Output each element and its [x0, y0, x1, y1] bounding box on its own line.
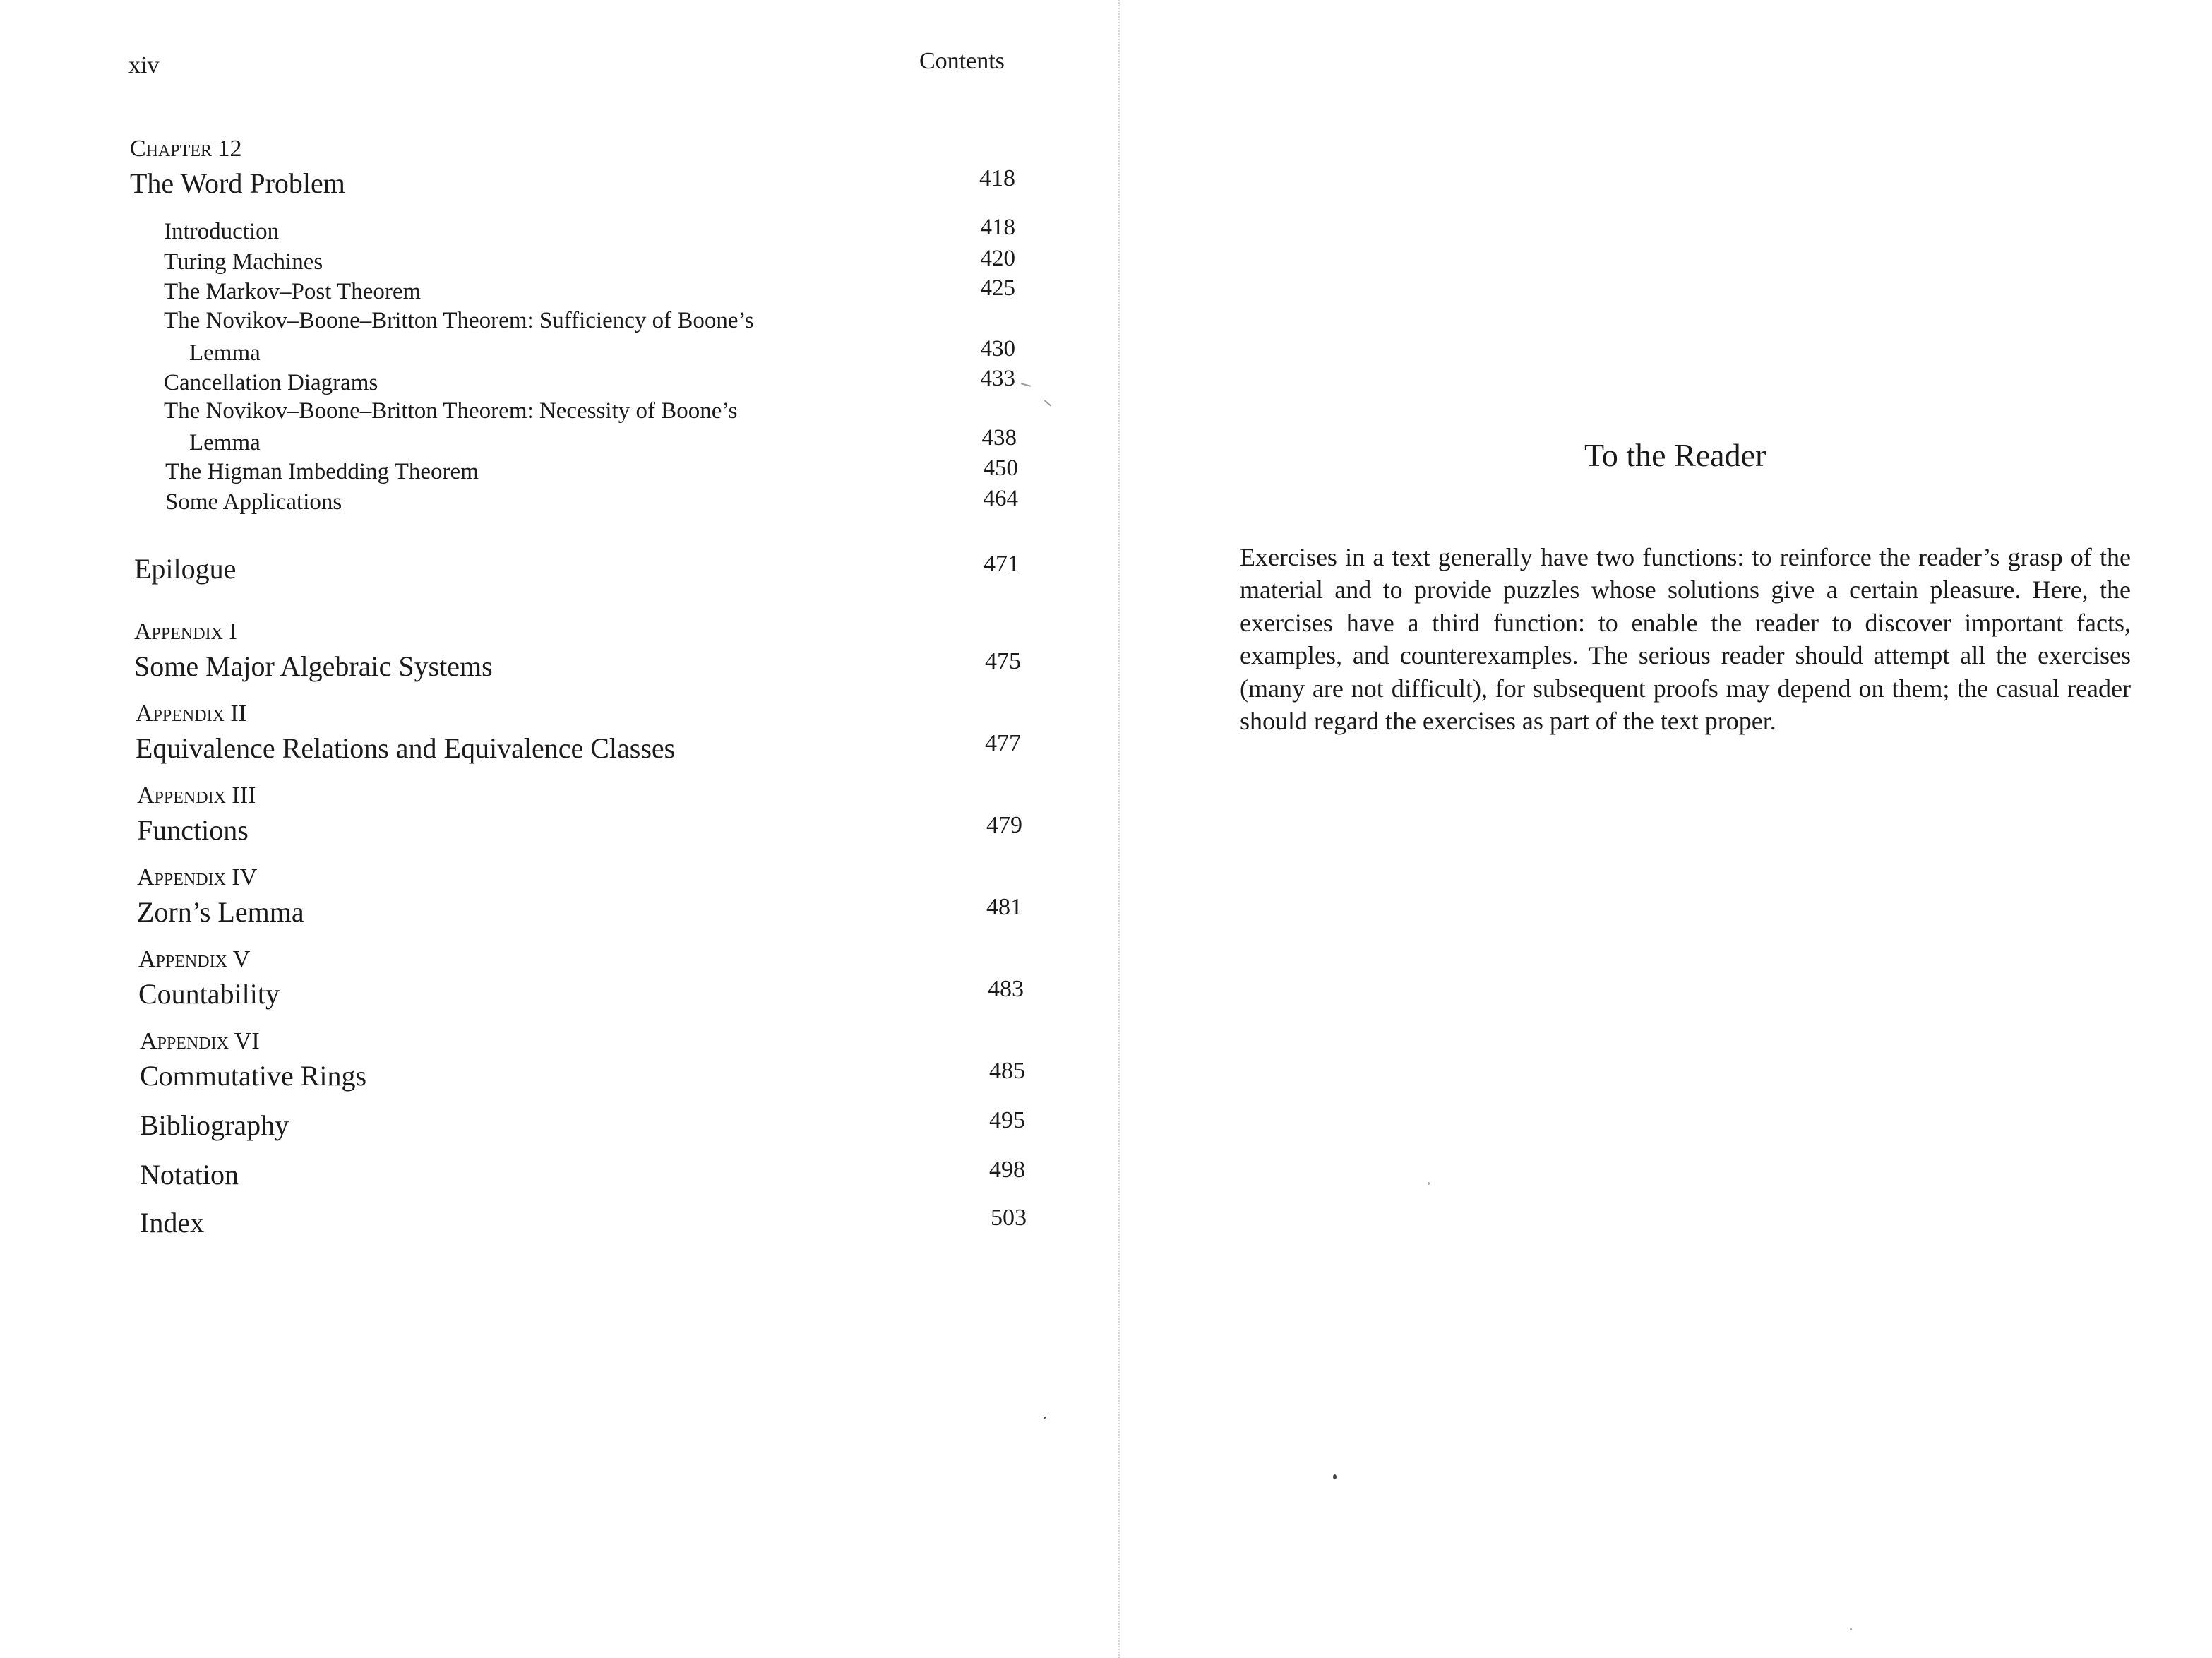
toc-back-matter-title: Bibliography [140, 1109, 289, 1141]
toc-entry: The Higman Imbedding Theorem [165, 459, 479, 484]
toc-page-number: 425 [980, 275, 1015, 301]
toc-entry: Turing Machines [164, 249, 323, 275]
appendix-title: Functions [137, 814, 249, 846]
appendix-title: Zorn’s Lemma [137, 896, 304, 928]
chapter-title: The Word Problem [130, 167, 345, 199]
toc-entry: Cancellation Diagrams [164, 370, 378, 395]
toc-page-number: 433 [980, 366, 1015, 391]
folio: xiv [128, 52, 160, 78]
appendix-title: Some Major Algebraic Systems [134, 650, 493, 682]
appendix-label: Appendix VI [140, 1028, 260, 1054]
toc-page-number: 418 [980, 215, 1015, 240]
body-paragraph: Exercises in a text generally have two functions: to reinforce the reader’s grasp of the material and to provide puzzles whose solutions give a certain pleasure. Here, the exercises have a third function: to enable the reader to discover important facts, examples, and counterexamples. The serious reader should attempt all the exercises (many are not difficult), for subsequent proofs may depend on them; the casual reader should regard the exercises as part of the text proper. [1240, 543, 2131, 736]
toc-page-number: 503 [991, 1205, 1027, 1231]
toc-page-number: 498 [989, 1157, 1025, 1183]
chapter-page-number: 418 [979, 165, 1015, 191]
appendix-label: Appendix V [138, 946, 251, 972]
running-head: Contents [919, 48, 1005, 74]
appendix-title: Commutative Rings [140, 1060, 367, 1092]
toc-entry: The Novikov–Boone–Britton Theorem: Necessity of Boone’s [164, 398, 738, 424]
appendix-page-number: 477 [985, 730, 1021, 756]
scan-speck [1850, 1628, 1852, 1630]
appendix-page-number: 475 [985, 648, 1021, 674]
appendix-label: Appendix II [136, 700, 247, 727]
appendix-page-number: 483 [988, 976, 1024, 1002]
appendix-title: Equivalence Relations and Equivalence Classes [136, 732, 676, 764]
toc-page-number: 420 [980, 246, 1015, 271]
appendix-page-number: 485 [989, 1058, 1025, 1084]
scan-speck [1044, 1417, 1046, 1419]
toc-entry: The Markov–Post Theorem [164, 279, 422, 304]
toc-page-number: 495 [989, 1107, 1025, 1133]
scan-speck [1333, 1474, 1337, 1479]
appendix-page-number: 479 [986, 812, 1022, 838]
epilogue-page-number: 471 [984, 551, 1020, 577]
toc-entry: Some Applications [165, 489, 342, 515]
pencil-mark [1044, 400, 1051, 406]
toc-entry-continuation: Lemma [189, 430, 261, 455]
toc-entry-continuation: Lemma [189, 340, 261, 366]
toc-page-number: 430 [980, 336, 1015, 362]
toc-page-number: 450 [983, 455, 1018, 481]
appendix-label: Appendix IV [137, 864, 258, 890]
toc-entry: Introduction [164, 219, 280, 244]
chapter-label: Chapter 12 [130, 136, 242, 162]
pencil-mark [1021, 383, 1031, 387]
toc-back-matter-title: Index [140, 1207, 205, 1239]
appendix-label: Appendix I [134, 619, 237, 645]
toc-page-number: 438 [981, 425, 1017, 451]
toc-entry: The Novikov–Boone–Britton Theorem: Sufficiency of Boone’s [164, 308, 754, 333]
section-title: To the Reader [1584, 437, 1766, 473]
toc-page-number: 464 [983, 486, 1018, 511]
appendix-page-number: 481 [986, 894, 1022, 920]
appendix-label: Appendix III [137, 782, 256, 809]
right-page [1116, 0, 2212, 1658]
appendix-title: Countability [138, 978, 280, 1010]
epilogue-title: Epilogue [134, 553, 237, 585]
scan-speck [1428, 1182, 1430, 1185]
toc-back-matter-title: Notation [140, 1159, 239, 1191]
